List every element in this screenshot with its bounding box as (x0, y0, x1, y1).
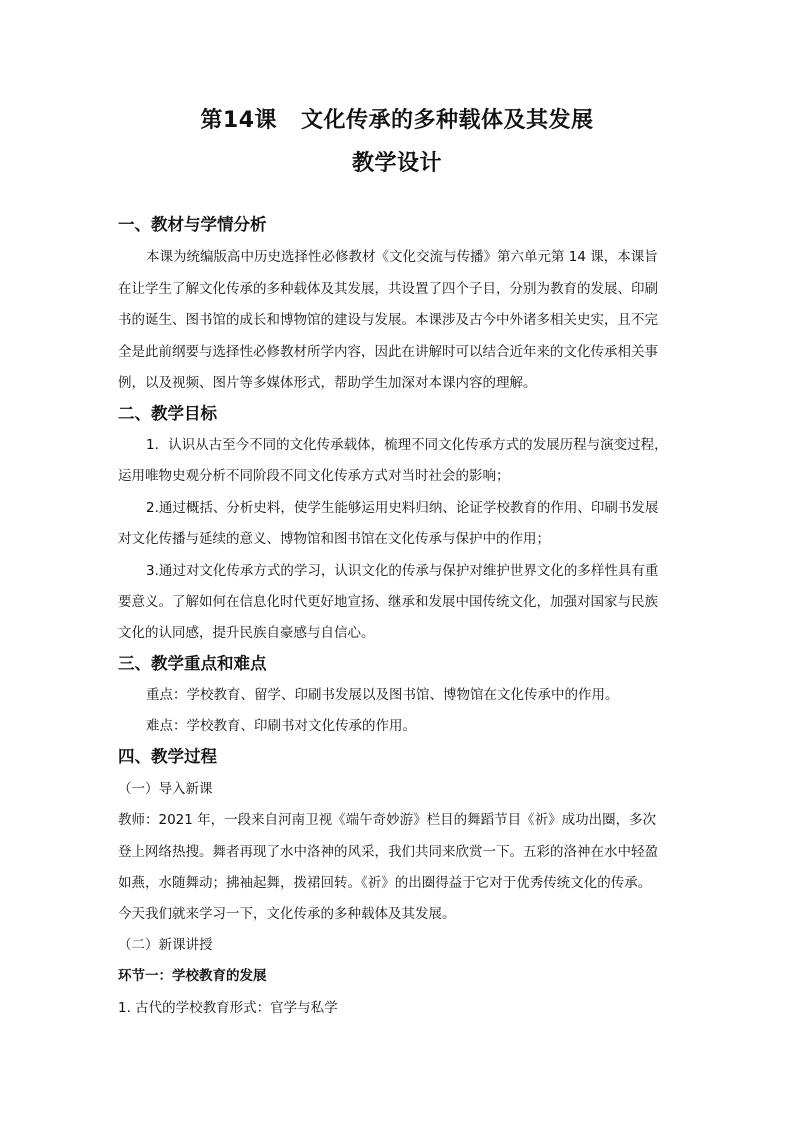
paragraph-line: 今天我们就来学习一下，文化传承的多种载体及其发展。 (118, 906, 456, 922)
paragraph-line: 教师：2021 年，一段来自河南卫视《端午奇妙游》栏目的舞蹈节目《祈》成功出圈，多次 (118, 812, 657, 828)
paragraph-line: 登上网络热搜。舞者再现了水中洛神的风采，我们共同来欣赏一下。五彩的洛神在水中轻盈 (118, 844, 658, 860)
document-title (0, 103, 794, 134)
paragraph-line: 本课为统编版高中历史选择性必修教材《文化交流与传播》第六单元第 14 课，本课旨 (146, 249, 658, 265)
lesson-name: 文化传承的多种载体及其发展 (301, 108, 594, 133)
paragraph-line: 对文化传播与延续的意义、博物馆和图书馆在文化传承与保护中的作用； (118, 531, 550, 547)
paragraph-line: 1．认识从古至今不同的文化传承载体，梳理不同文化传承方式的发展历程与演变过程， (146, 437, 668, 453)
paragraph-line: 如燕，水随舞动；拂袖起舞，拨裙回转。《祈》的出圈得益于它对于优秀传统文化的传承。 (118, 875, 652, 891)
paragraph-line: 要意义。了解如何在信息化时代更好地宣扬、继承和发展中国传统文化，加强对国家与民族 (118, 594, 658, 610)
subheading-new-lesson: （二）新课讲授 (118, 937, 213, 953)
paragraph-line: 在让学生了解文化传承的多种载体及其发展，共设置了四个子目，分别为教育的发展、印刷 (118, 281, 658, 297)
paragraph-line: 书的诞生、图书馆的成长和博物馆的建设与发展。本课涉及古今中外诸多相关史实，且不完 (118, 312, 658, 328)
section-heading-process: 四、教学过程 (118, 747, 217, 766)
section-heading-objectives: 二、教学目标 (118, 404, 217, 423)
paragraph-line: 全是此前纲要与选择性必修教材所学内容，因此在讲解时可以结合近年来的文化传承相关事 (118, 344, 658, 360)
section-heading-key-points: 三、教学重点和难点 (118, 654, 267, 673)
subheading-intro: （一）导入新课 (118, 781, 213, 797)
paragraph-line: 3.通过对文化传承方式的学习，认识文化的传承与保护对维护世界文化的多样性具有重 (146, 563, 659, 579)
paragraph-line: 文化的认同感，提升民族自豪感与自信心。 (118, 625, 375, 641)
document-subtitle: 教学设计 (351, 151, 442, 176)
lesson-number: 第14课 (200, 108, 278, 133)
paragraph-line: 例，以及视频、图片等多媒体形式，帮助学生加深对本课内容的理解。 (118, 375, 537, 391)
paragraph-line: 2.通过概括、分析史料，使学生能够运用史料归纳、论证学校教育的作用、印刷书发展 (146, 500, 659, 516)
paragraph-line: 运用唯物史观分析不同阶段不同文化传承方式对当时社会的影响； (118, 468, 510, 484)
paragraph-line: 难点：学校教育、印刷书对文化传承的作用。 (146, 718, 416, 734)
paragraph-line: 重点：学校教育、留学、印刷书发展以及图书馆、博物馆在文化传承中的作用。 (146, 687, 619, 703)
list-item: 1. 古代的学校教育形式：官学与私学 (118, 1000, 338, 1016)
section-heading-analysis: 一、教材与学情分析 (118, 215, 267, 234)
step-heading: 环节一：学校教育的发展 (118, 968, 267, 984)
